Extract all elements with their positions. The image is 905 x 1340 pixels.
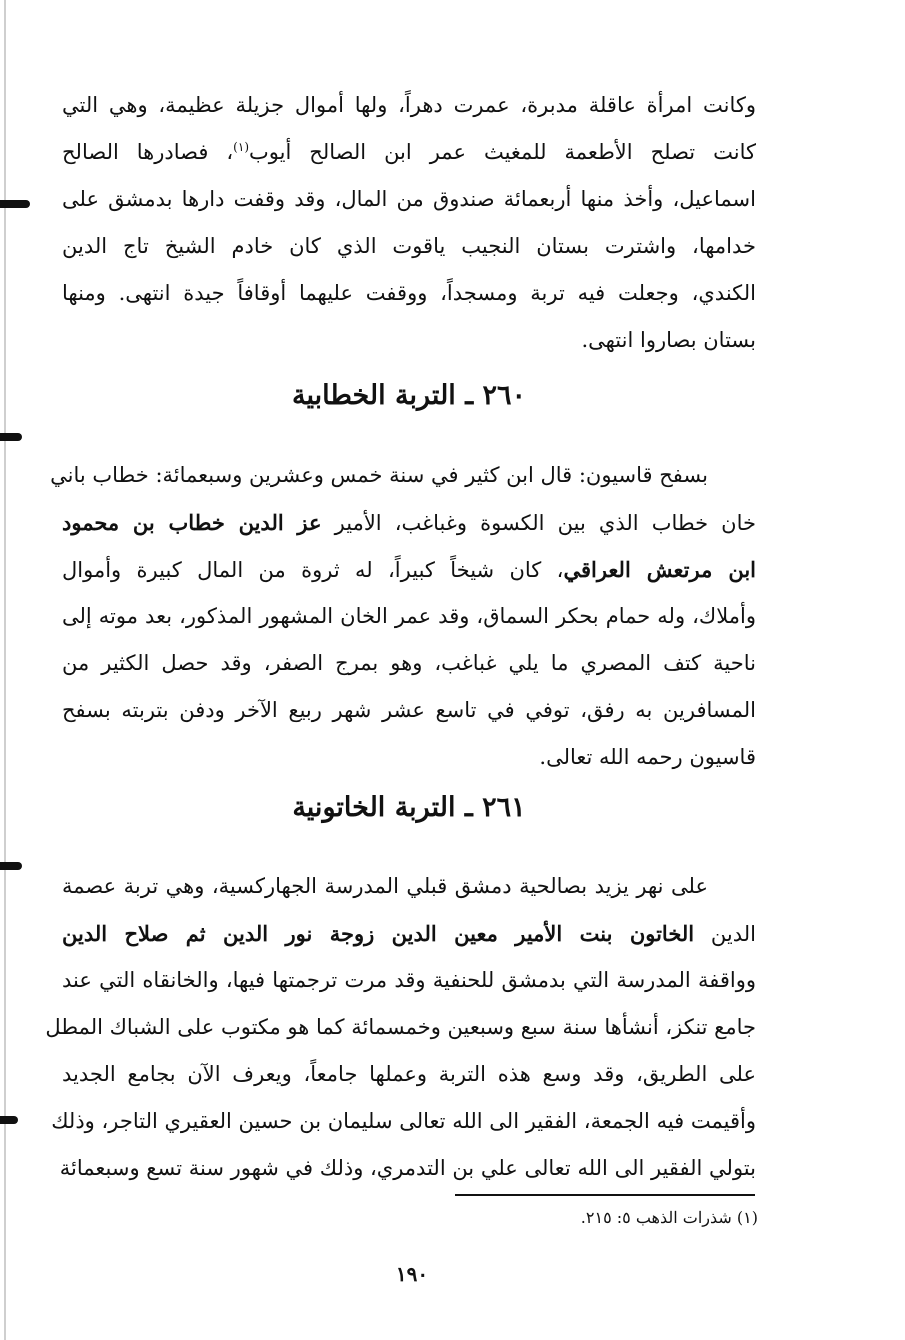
text-line: وأملاك، وله حمام بحكر السماق، وقد عمر الخان المشهور المذكور، بعد موته إلى [62,604,756,628]
text-segment: ، كان شيخاً كبيراً، له ثروة من المال كبيرة وأموال [62,558,564,582]
text-segment: خان خطاب الذي بين الكسوة وغباغب، الأمير [334,511,756,535]
margin-mark [0,862,22,870]
footnote-reference[interactable]: (١) [233,140,249,154]
text-line: بسفح قاسيون: قال ابن كثير في سنة خمس وعشرين وسبعمائة: خطاب باني [50,463,708,487]
text-line: وأقيمت فيه الجمعة، الفقير الى الله تعالى سليمان بن حسين العقيري التاجر، وذلك [51,1109,756,1133]
section-heading: ٢٦٠ ـ التربة الخطابية [291,380,527,411]
person-name: ابن مرتعش العراقي [563,557,757,582]
margin-mark [0,200,30,208]
text-line: على نهر يزيد بصالحية دمشق قبلي المدرسة الجهاركسية، وهي تربة عصمة [62,874,708,898]
paragraph-3 [45,863,756,1192]
text-line: الكندي، وجعلت فيه تربة ومسجداً، ووقفت عليهما أوقافاً جيدة انتهى. ومنها [62,281,756,305]
margin-mark [0,433,22,441]
text-line: جامع تنكز، أنشأها سنة سبع وسبعين وخمسمائة كما هو مكتوب على الشباك المطل [45,1015,756,1039]
footnote: (١) شذرات الذهب ٥: ٢١٥. [580,1208,758,1227]
text-line: خدامها، واشترت بستان النجيب ياقوت الذي كان خادم الشيخ تاج الدين [62,234,756,258]
text-segment: الدين [710,922,756,946]
text-line: اسماعيل، وأخذ منها أربعمائة صندوق من المال، وقد وقفت دارها بدمشق على [62,187,756,211]
footnote-divider [455,1194,755,1196]
text-line: ناحية كتف المصري ما يلي غباغب، وهو بمرج الصفر، وقد حصل الكثير من [62,651,756,675]
text-line: بتولي الفقير الى الله تعالى علي بن التدمري، وذلك في شهور سنة تسع وسبعمائة [59,1156,756,1180]
text-line [62,546,756,593]
paragraph-2 [50,452,757,781]
text-segment: ، فصادرها الصالح [62,140,234,164]
person-name: الخاتون بنت الأمير معين الدين زوجة نور الدين ثم صلاح الدين [62,921,695,946]
text-segment: كانت تصلح الأطعمة للمغيث عمر ابن الصالح أيوب [249,140,756,164]
text-line: على الطريق، وقد وسع هذه التربة وعملها جامعاً، ويعرف الآن بجامع الجديد [62,1062,756,1086]
text-line: وواقفة المدرسة التي بدمشق للحنفية وقد مرت ترجمتها فيها، والخانقاه التي عند [62,968,756,992]
text-line: وكانت امرأة عاقلة مدبرة، عمرت دهراً، ولها أموال جزيلة عظيمة، وهي التي [62,93,756,117]
text-line: المسافرين به رفق، توفي في تاسع عشر شهر ربيع الآخر ودفن بتربته بسفح [62,698,756,722]
text-line [62,129,756,176]
paragraph-1 [62,82,756,364]
text-line: بستان بصاروا انتهى. [581,328,756,352]
text-line: قاسيون رحمه الله تعالى. [539,745,756,769]
person-name: عز الدين خطاب بن محمود [62,510,322,535]
margin-mark [0,1116,18,1124]
page-number: ١٩٠ [395,1262,429,1286]
section-heading: ٢٦١ ـ التربة الخاتونية [292,792,526,823]
text-line [62,910,756,957]
text-line [62,499,756,546]
